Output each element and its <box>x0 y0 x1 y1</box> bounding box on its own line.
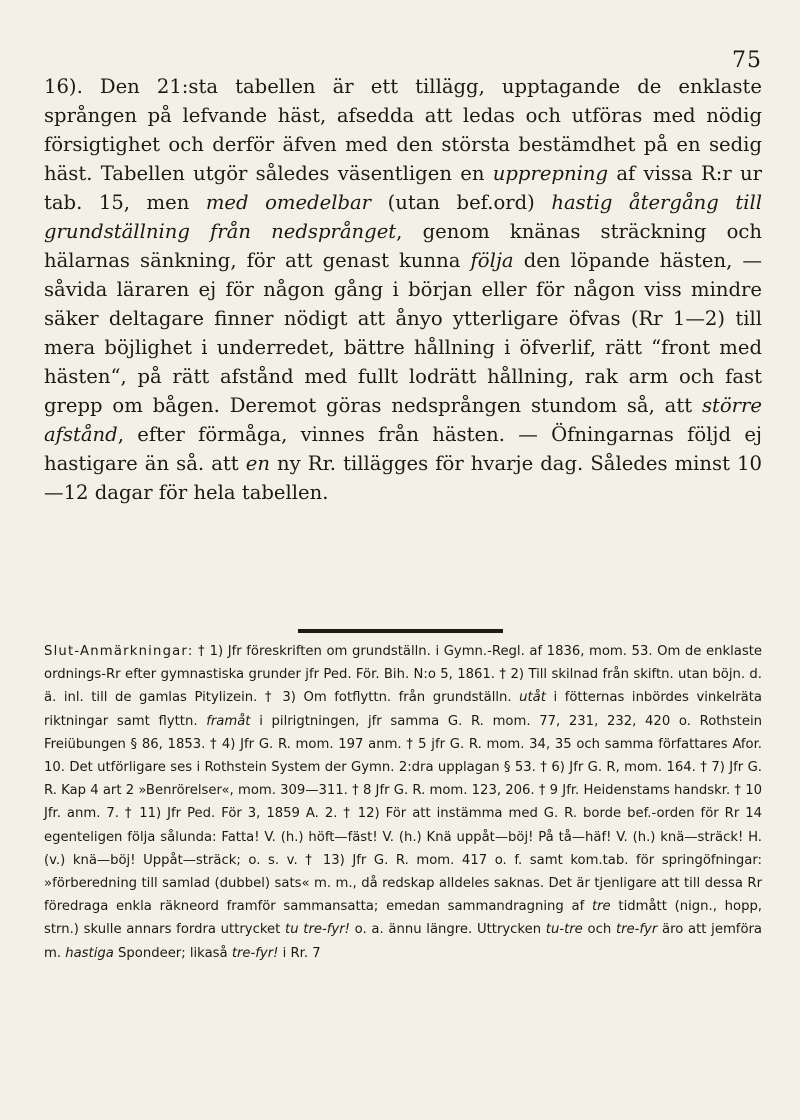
page-number: 75 <box>732 48 762 73</box>
emphasis-hastig-atergang: hastig återgång till grundställning från nedsprånget <box>44 191 762 243</box>
emphasis-en: en <box>245 452 270 475</box>
text-segment: 16). Den 21:sta tabellen är ett tillägg, upptagande de enklaste sprången på lefvande häst, afsedda att ledas och utföras med nödig försigtighet och derför äfven med den största bestämdhet på en sedig häst. Tabellen utgör således väsentligen en <box>44 75 762 185</box>
text-segment: , efter förmåga, vinnes från hästen. — Öfningarnas följd ej hastigare än så. att <box>44 423 762 475</box>
footnote-emphasis: framåt <box>206 713 251 729</box>
footnote-text: tidmått (nign., hopp, strn.) skulle annars fordra uttrycket <box>44 899 763 938</box>
footnote-text: i Rr. 7 <box>278 945 321 961</box>
emphasis-storre-afstand: större afstånd <box>44 394 762 446</box>
footnote-emphasis: tu tre-fyr! <box>285 922 350 938</box>
emphasis-folja: följa <box>470 249 514 272</box>
text-segment: , genom knänas sträckning och hälarnas sänkning, för att genast kunna <box>44 220 762 272</box>
main-paragraph <box>44 72 762 507</box>
footnote-text: och <box>582 922 616 938</box>
footnote-emphasis: tre <box>591 899 611 915</box>
footnote-text: i pilrigtningen, jfr samma G. R. mom. 77, 231, 232, 420 o. Rothstein Freiübungen § 86, 1853. † 4) Jfr G. R. mom. 197 anm. † 5 jfr G. R. mom. 34, 35 och samma författares Afor. 10. Det utförligare ses i Rothstein System der Gymn. 2:dra upplagan § 53. † 6) Jfr G. R, mom. 164. † 7) Jfr G. R. Kap 4 art 2 »Benrörelser«, mom. 309—311. † 8 Jfr G. R. mom. 123, 206. † 9 Jfr. Heidenstams handskr. † 10 Jfr. anm. 7. † 11) Jfr Ped. För 3, 1859 A. 2. † 12) För att instämma med G. R. borde bef.-orden för Rr 14 egenteligen följa sålunda: Fatta! V. (h.) höft—fäst! V. (h.) Knä uppåt—böj! På tå—häf! V. (h.) knä—sträck! H. (v.) knä—böj! Uppåt—sträck; o. s. v. † 13) Jfr G. R. mom. 417 o. f. samt kom.tab. för springöfningar: »förberedning till samlad (dubbel) sats« m. m., då redskap alldeles saknas. Det är tjenligare att till dessa Rr föredraga enkla räkneord framför sammansatta; emedan sammandragning af <box>44 713 762 915</box>
footnote-emphasis: utåt <box>519 690 546 706</box>
footnote-emphasis: tre-fyr <box>615 922 658 938</box>
footnote-text: Spondeer; likaså <box>113 945 232 961</box>
section-divider <box>298 629 503 633</box>
footnote-text: äro att jemföra m. <box>44 922 763 961</box>
text-segment: ny Rr. tillägges för hvarje dag. Således minst 10—12 dagar för hela tabellen. <box>44 452 762 504</box>
emphasis-med-omedelbar: med omedelbar <box>205 191 372 214</box>
footnote-emphasis: hastiga <box>65 945 114 961</box>
footnotes <box>44 640 762 965</box>
text-segment: (utan bef.ord) <box>371 191 552 214</box>
footnotes-label: Slut-Anmärkningar: <box>44 644 194 659</box>
footnote-emphasis: tre-fyr! <box>231 945 279 961</box>
footnote-text: † 1) Jfr föreskriften om grundställn. i Gymn.-Regl. af 1836, mom. 53. Om de enklaste ordnings-Rr efter gymnastiska grunder jfr Ped. För. Bih. N:o 5, 1861. † 2) Till skilnad från skiftn. utan böjn. d. ä. inl. till de gamlas Pitylizein. † 3) Om fotflyttn. från grundställn. <box>44 644 762 706</box>
text-segment: af vissa R:r ur tab. 15, men <box>44 162 762 214</box>
emphasis-upprepning: upprepning <box>492 162 609 185</box>
footnote-text: o. a. ännu längre. Uttrycken <box>349 922 546 938</box>
text-segment: den löpande hästen, — såvida läraren ej för någon gång i början eller för någon viss mindre säker deltagare finner nödigt att ånyo ytterligare öfvas (Rr 1—2) till mera böjlighet i underredet, bättre hållning i öfverlif, rätt “front med hästen“, på rätt afstånd med fullt lodrätt hållning, rak arm och fast grepp om bågen. Deremot göras nedsprången stundom så, att <box>44 249 762 417</box>
footnote-text: i fötternas inbördes vinkelräta riktningar samt flyttn. <box>44 690 762 729</box>
footnote-emphasis: tu-tre <box>545 922 583 938</box>
